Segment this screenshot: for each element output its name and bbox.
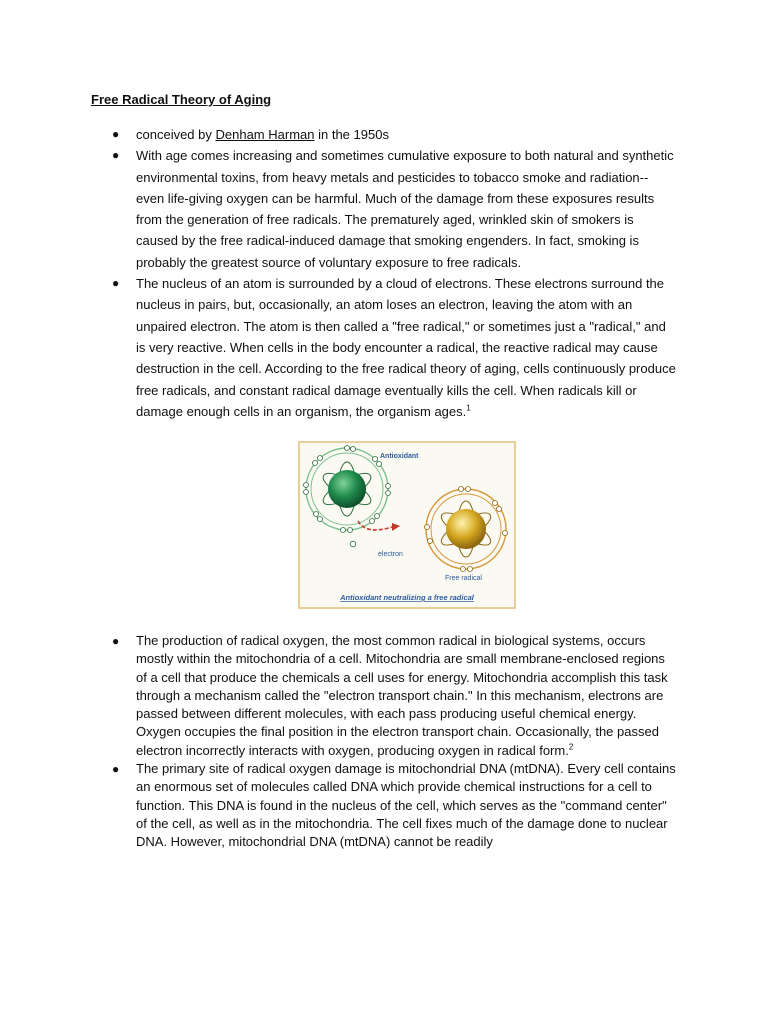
bullet-list-1	[0, 124, 768, 422]
list-item	[0, 273, 768, 422]
electron-icon	[350, 541, 356, 547]
bullet-icon: ●	[112, 148, 120, 163]
item-text: The nucleus of an atom is surrounded by a cloud of electrons. These electrons surround the nucleus in pairs, but, occasionally, an atom loses an electron, leaving the atom with an unpaired electron. The atom is then called a "free radical," or sometimes just a "radical," and is very reactive. When cells in the body encounter a radical, the reactive radical may cause destruction in the cell. According to the free radical theory of aging, cells continuously produce free radicals, and constant radical damage eventually kills the cell. When radicals kill or damage enough cells in an organism, the organism ages.	[136, 276, 676, 419]
bullet-icon: ●	[112, 276, 120, 291]
item-text: The production of radical oxygen, the most common radical in biological systems, occurs mostly within the mitochondria of a cell. Mitochondria are small membrane-enclosed regions of a cell that produce the chemicals a cell uses for energy. Mitochondria accomplish this task through a mechanism called the "electron transport chain." In this mechanism, electrons are passed between different molecules, with each pass producing useful chemical energy. Oxygen occupies the final position in the electron transport chain. Occasionally, the passed electron incorrectly interacts with oxygen, producing oxygen in radical form.	[136, 633, 668, 758]
list-item	[0, 145, 768, 273]
bullet-icon: ●	[112, 634, 120, 648]
figure-caption: Antioxidant neutralizing a free radical	[340, 593, 474, 602]
bullet-icon: ●	[112, 127, 120, 141]
antioxidant-atom-icon	[304, 446, 391, 533]
list-item	[0, 632, 768, 760]
footnote-ref-2[interactable]: 2	[568, 742, 574, 752]
antioxidant-diagram	[300, 443, 514, 607]
bullet-icon: ●	[112, 762, 120, 777]
transfer-arrow-icon	[358, 521, 392, 530]
item-text-post: in the 1950s	[314, 127, 389, 142]
free-radical-atom-icon	[425, 487, 508, 572]
arrow-head-icon	[392, 523, 400, 531]
antioxidant-figure	[298, 441, 516, 609]
item-text: With age comes increasing and sometimes cumulative exposure to both natural and synthetic environmental toxins, from heavy metals and pesticides to tobacco smoke and radiation--even life-giving oxygen can be harmful. Much of the damage from these exposures results from the generation of free radicals. The prematurely aged, wrinkled skin of smokers is caused by the free radical-induced damage that smoking engenders. In fact, smoking is probably the greatest source of voluntary exposure to free radicals.	[136, 148, 674, 270]
document-title: Free Radical Theory of Aging	[91, 92, 272, 107]
denham-harman-link[interactable]: Denham Harman	[215, 127, 315, 142]
bullet-list-2	[0, 632, 768, 852]
item-text-pre: conceived by	[136, 127, 216, 142]
free-radical-label: Free radical	[445, 575, 482, 582]
footnote-ref-1[interactable]: 1	[466, 403, 471, 413]
list-item	[0, 760, 768, 851]
list-item	[0, 124, 768, 145]
antioxidant-label: Antioxidant	[380, 453, 419, 460]
item-text: The primary site of radical oxygen damage is mitochondrial DNA (mtDNA). Every cell contains an enormous set of molecules called DNA which provide chemical instructions for a cell to function. This DNA is found in the nucleus of the cell, which serves as the "command center" of the cell, as well as in the mitochondria. The cell fixes much of the damage done to nuclear DNA. However, mitochondrial DNA (mtDNA) cannot be readily	[136, 761, 676, 850]
electron-label: electron	[378, 551, 403, 558]
